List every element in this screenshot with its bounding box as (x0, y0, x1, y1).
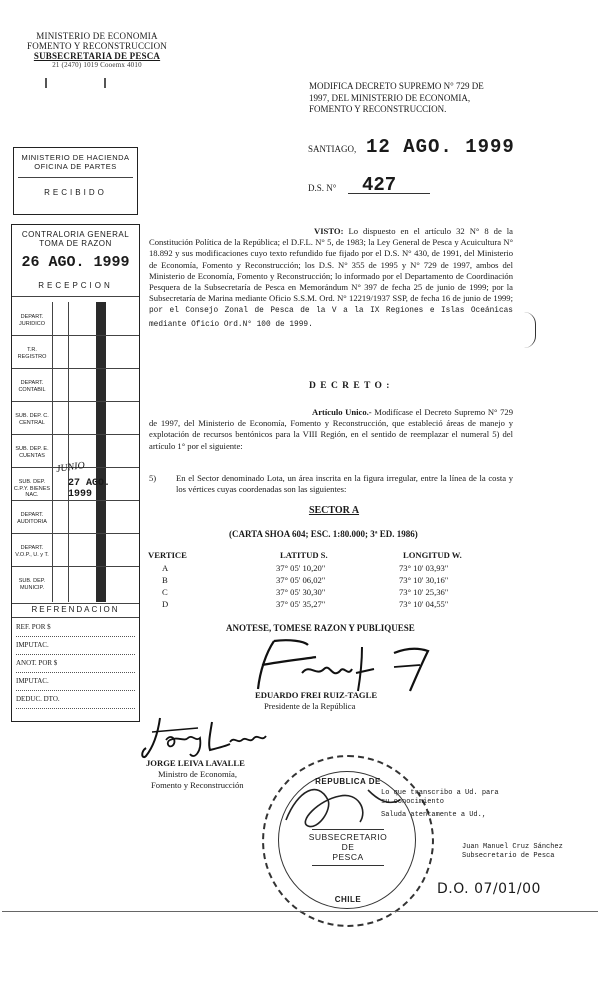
slot-label: DEPART. JURIDICO (19, 314, 45, 327)
president-title: Presidente de la República (264, 701, 356, 711)
contraloria-line-1: CONTRALORIA GENERAL (21, 230, 130, 239)
diario-oficial-note: D.O. 07/01/00 (437, 881, 541, 897)
ref-row: REF. POR $ (16, 623, 135, 637)
table-cell: 73° 10' 30,16" (399, 575, 449, 585)
date-stamp: 12 AGO. 1999 (366, 136, 515, 158)
minister-title-1: Ministro de Economía, (158, 769, 238, 779)
slot-label: DEPART. V.O.P., U. y T. (15, 545, 49, 558)
hacienda-status: RECIBIDO (44, 188, 107, 197)
articulo-paragraph (149, 407, 513, 452)
routing-grid (12, 302, 139, 602)
contraloria-date: 26 AGO. 1999 (21, 254, 130, 271)
title-line-1: MODIFICA DECRETO SUPREMO N° 729 DE (309, 81, 484, 91)
table-cell: 37° 05' 06,02" (276, 575, 326, 585)
slot-label: T.R. REGISTRO (17, 347, 47, 360)
page-bottom-edge (2, 911, 598, 912)
ds-number: 427 (362, 174, 397, 196)
table-header-latitud: LATITUD S. (280, 550, 328, 560)
ministry-line-2: FOMENTO Y RECONSTRUCCION (27, 41, 167, 51)
president-name: EDUARDO FREI RUIZ-TAGLE (255, 690, 378, 700)
round-stamp-mid-1: SUBSECRETARIO (308, 832, 388, 842)
stamp-contraloria (11, 224, 140, 722)
visto-text: Lo dispuesto en el artículo 32 N° 8 de la Constitución Política de la República; el D.F.L. N° 5, de 1983; la Ley General de Pesca y Acuicultura N° 18.892 y sus modificaciones cuyo texto refundido fue fijado por el D.S. N° 430, de 1991, del Ministerio de Economía, Fomento y Reconstrucción; los D.S. N° 355 de 1995 y N° 729 de 1997, ambos del Ministerio de Economía, Fomento y Reconstrucción; lo informado por el Departamento de Coordinación Pesquera de la Subsecretaría de Pesca en Memorándum N° 397 de fecha 25 de junio de 1999; por la Subsecretaría de Marina mediante Oficio S.S.M. Ord. N° 12219/1937 SSP, de fecha 16 de junio de 1999; (149, 226, 513, 304)
ref-row: IMPUTAC. (16, 641, 135, 655)
transcribe-line-2: su conocimiento (381, 798, 445, 806)
visto-label: VISTO: (314, 226, 344, 236)
transcribe-signer (462, 843, 563, 861)
table-cell: 73° 10' 25,36" (399, 587, 449, 597)
slot-label: SUB. DEP. E. CUENTAS (15, 446, 49, 459)
ds-underline (348, 193, 430, 194)
visto-paragraph (149, 226, 513, 331)
title-line-3: FOMENTO Y RECONSTRUCCION. (309, 104, 447, 114)
minister-signature (138, 712, 273, 762)
ministry-header (22, 31, 172, 69)
contraloria-line-2: TOMA DE RAZON (39, 239, 112, 248)
coordinates-table (148, 550, 528, 614)
transcribe-line-1: Lo que transcribo a Ud. para (381, 789, 499, 797)
table-cell: B (162, 575, 168, 585)
table-cell: 37° 05' 30,30" (276, 587, 326, 597)
subsecretaria-line: SUBSECRETARIA DE PESCA (33, 51, 161, 61)
slot-label: SUB. DEP. C. CENTRAL (15, 413, 49, 426)
numeral-number: 5) (149, 473, 157, 483)
transcribe-signer-title: Subsecretario de Pesca (462, 852, 555, 860)
ref-row: IMPUTAC. (16, 677, 135, 691)
transcribe-signer-name: Juan Manuel Cruz Sánchez (462, 843, 563, 851)
anotese-clause: ANOTESE, TOMESE RAZON Y PUBLIQUESE (226, 623, 415, 633)
margin-bracket (521, 312, 536, 348)
refrendacion-label: REFRENDACION (31, 605, 120, 614)
articulo-label: Artículo Unico.- (312, 407, 372, 417)
slot-date-stamp: 27 AGO. 1999 (68, 478, 111, 500)
refrendacion-rows (16, 623, 135, 713)
slot-label: DEPART. AUDITORIA (17, 512, 47, 525)
table-cell: A (162, 563, 169, 573)
round-stamp-top: REPUBLICA DE (315, 777, 381, 786)
president-signature (244, 633, 444, 695)
table-header-vertice: VERTICE (148, 550, 187, 560)
ministry-line-1: MINISTERIO DE ECONOMIA (36, 31, 158, 41)
table-cell: 37° 05' 35,27" (276, 599, 326, 609)
table-cell: C (162, 587, 168, 597)
punch-mark (104, 78, 106, 88)
round-stamp-bottom: CHILE (334, 895, 362, 904)
hacienda-line-1: MINISTERIO DE HACIENDA (21, 153, 130, 162)
decree-title (309, 81, 549, 116)
visto-typed-addition: por el Consejo Zonal de Pesca de la V a la IX Regiones e Islas Oceánicas mediante Oficio Ord.N° 100 de 1999. (149, 307, 513, 329)
ref-row: DEDUC. DTO. (16, 695, 135, 709)
slot-label: SUB. DEP. MUNICIP. (18, 578, 46, 591)
slot-label: DEPART. CONTABIL (18, 380, 46, 393)
ds-label: D.S. N° (308, 183, 337, 193)
sector-title: SECTOR A (308, 505, 360, 516)
slot-label: SUB. DEP. C.P.Y. BIENES NAC. (13, 479, 51, 498)
minister-name: JORGE LEIVA LAVALLE (146, 758, 245, 768)
binding-strip (96, 302, 106, 602)
table-cell: 73° 10' 04,55" (399, 599, 449, 609)
decreto-heading: D E C R E T O : (309, 381, 391, 391)
stamp-hacienda (13, 147, 138, 215)
title-line-2: 1997, DEL MINISTERIO DE ECONOMIA, (309, 92, 471, 103)
articulo-text: Modifícase el Decreto Supremo N° 729 de 1997, del Ministerio de Economía, Fomento y Reconstrucción, que estableció áreas de manejo y explotación de recursos bentónicos para la VIII Región, en el sentido de reemplazar el numeral 5) del artículo 1° por el siguiente: (149, 407, 513, 451)
minister-title-2: Fomento y Reconstrucción (151, 780, 244, 790)
numeral-text: En el Sector denominado Lota, un área inscrita en la figura irregular, entre la línea de la costa y los vértices cuyas coordenadas son las siguientes: (176, 473, 513, 495)
round-stamp-mid-2: DE (341, 842, 355, 852)
round-stamp-mid-3: PESCA (332, 852, 364, 862)
table-cell: 37° 05' 10,20" (276, 563, 326, 573)
table-cell: 73° 10' 03,93" (399, 563, 449, 573)
city-label: SANTIAGO, (308, 144, 357, 154)
ref-row: ANOT. POR $ (16, 659, 135, 673)
table-header-longitud: LONGITUD W. (403, 550, 462, 560)
reference-code: 21 (2470) 1019 Cooemx 4010 (52, 61, 142, 69)
handwritten-note: JUNIO (55, 460, 86, 475)
punch-mark (45, 78, 47, 88)
transcribe-line-3: Saluda atentamente a Ud., (381, 811, 487, 819)
transcribe-block (381, 789, 499, 820)
contraloria-recepcion: RECEPCION (38, 281, 113, 290)
hacienda-line-2: OFICINA DE PARTES (34, 162, 117, 171)
table-cell: D (162, 599, 169, 609)
sector-carta: (CARTA SHOA 604; ESC. 1:80.000; 3ª ED. 1986) (229, 529, 418, 539)
